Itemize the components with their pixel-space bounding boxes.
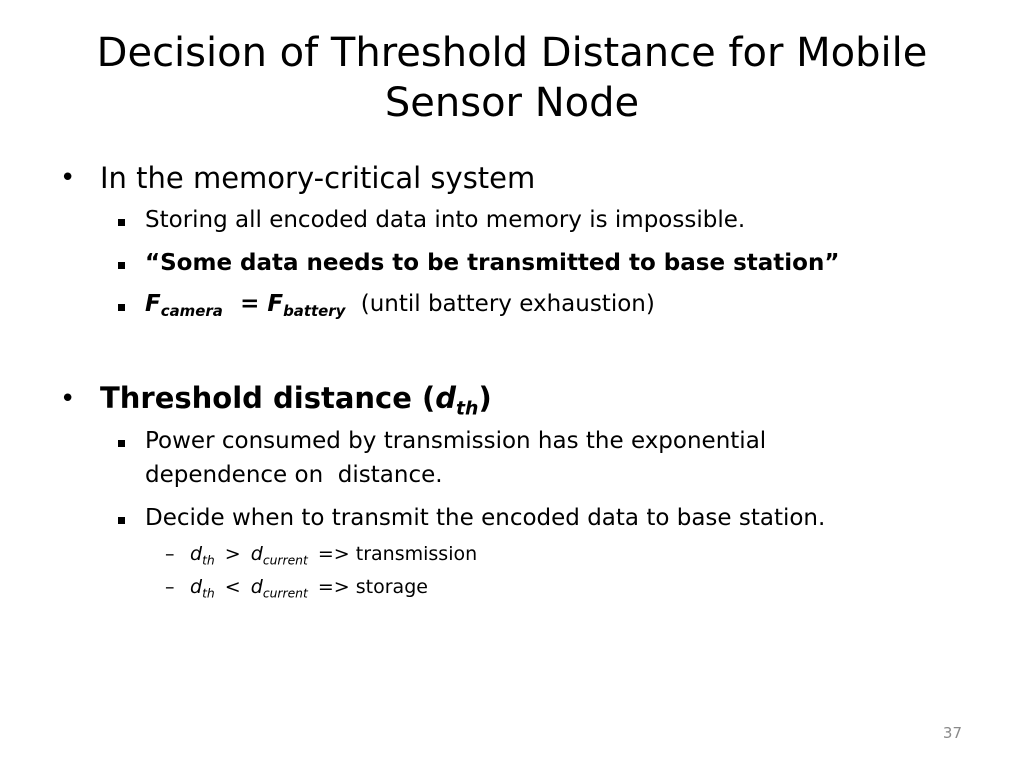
page-number: 37 [942,724,962,742]
section2-heading: Threshold distance $(d_{th})$ [100,381,492,420]
bullet-square-2 [118,262,125,269]
bullet-dot-1: • [60,163,76,193]
bullet-square-3 [118,304,125,311]
bullet-dot-2: • [60,384,76,414]
section1-item3 [145,291,655,321]
formula-equals: = [240,291,268,317]
bullet-square-5 [118,517,125,524]
bullet-square-4 [118,440,125,447]
formula-f-camera: $F_{camera}$ [145,291,223,321]
section2-item1-line1: Power consumed by transmission has the exponential [145,428,767,454]
section2-item1-line2: dependence on distance. [145,462,443,488]
bullet-square-1 [118,219,125,226]
section1-item1: Storing all encoded data into memory is impossible. [145,207,746,233]
section2-sub2: $d_{th} < d_{current}$ => storage [190,576,428,601]
bullet-dash-2: – [165,576,175,598]
formula-note: (until battery exhaustion) [360,291,655,317]
section2-sub1: $d_{th} > d_{current}$ => transmission [190,543,478,568]
title-line-1: Decision of Threshold Distance for Mobile [96,30,928,76]
section1-heading: In the memory-critical system [100,161,536,195]
section1-item2: “Some data needs to be transmitted to base station” [145,250,840,276]
formula-f-battery: $F_{battery}$ [267,291,346,321]
title-line-2: Sensor Node [384,80,640,126]
slide-title [40,28,984,128]
section2-item2: Decide when to transmit the encoded data to base station. [145,505,826,531]
bullet-dash-1: – [165,543,175,565]
